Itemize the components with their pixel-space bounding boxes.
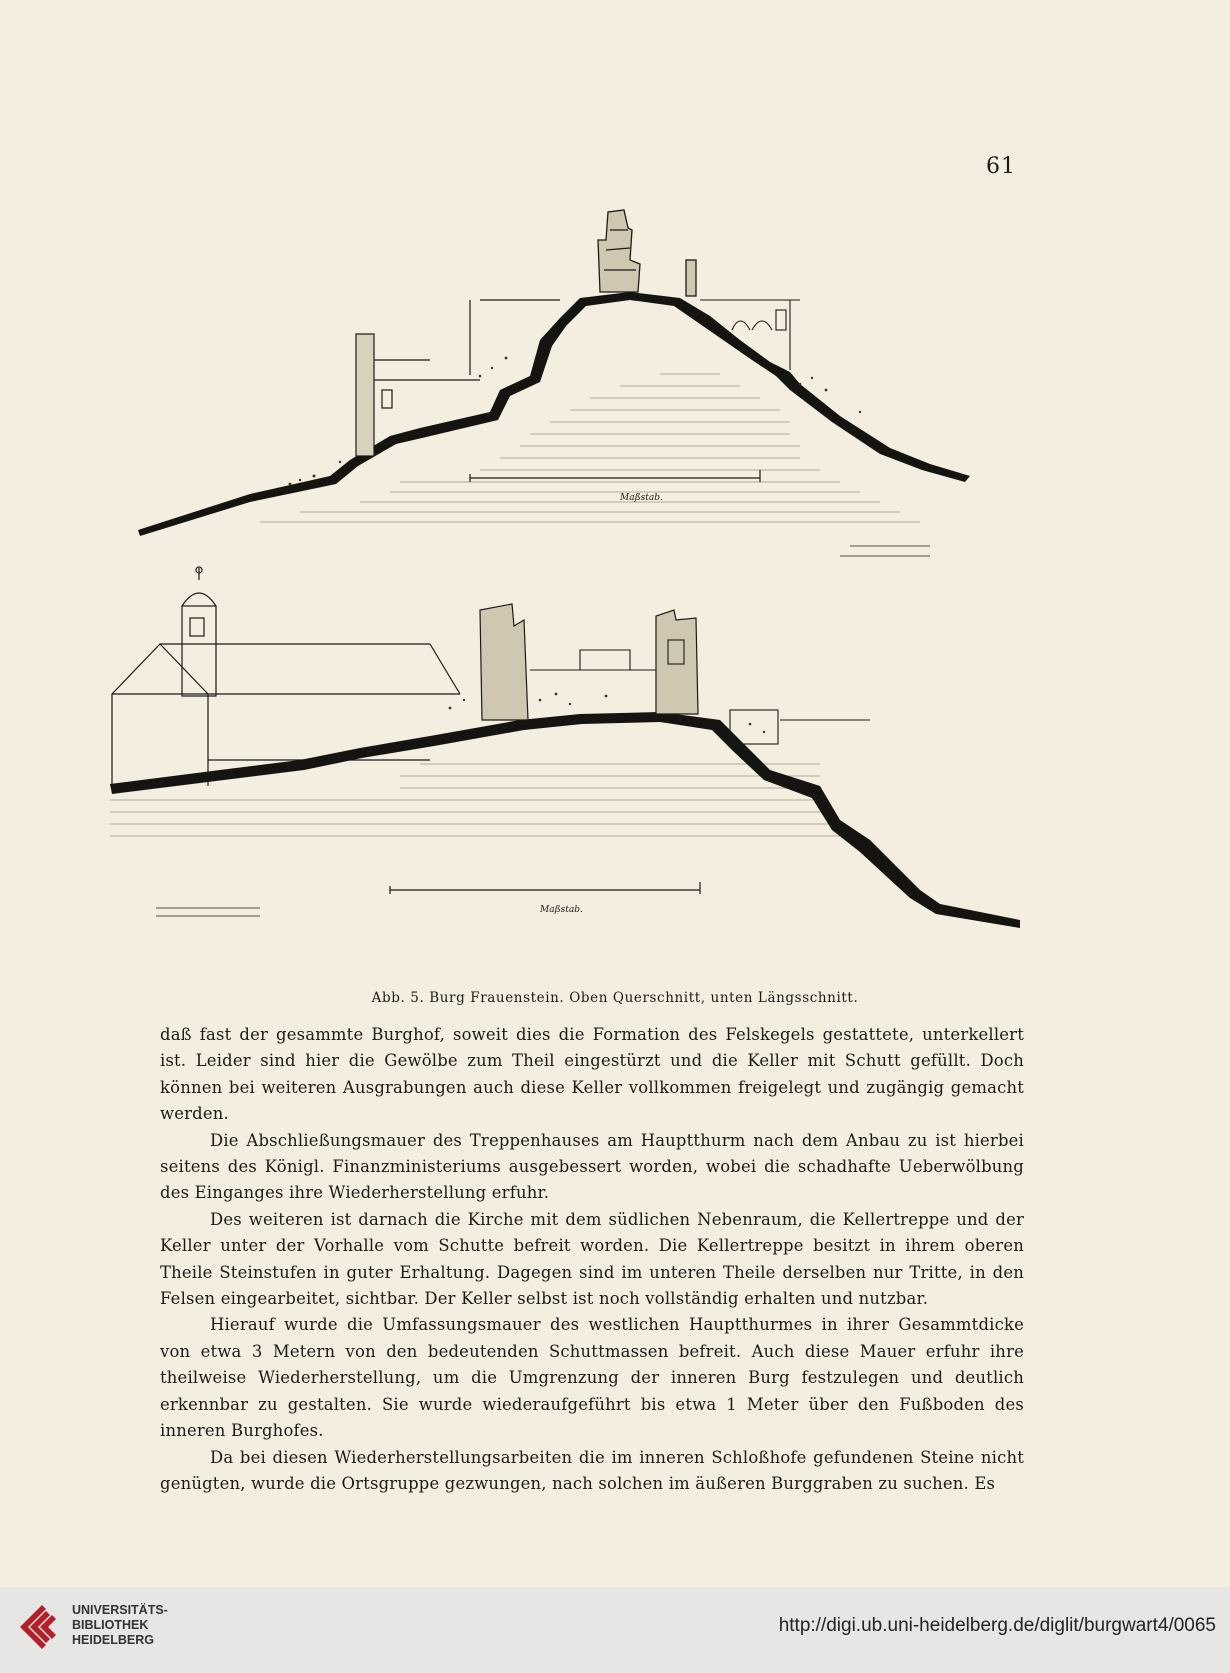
institution-line: HEIDELBERG [72,1633,154,1647]
paragraph: Hierauf wurde die Umfassungsmauer des westlichen Hauptthurmes in ihrer Gesammtdicke von etwa 3 Metern von den bedeutenden Schuttmassen befreit. Auch diese Mauer erfuhr ihre theilweise Wiederherstellung, um die Umgrenzung der inneren Burg festzulegen und deutlich erkennbar zu gestalten. Sie wurde wiederaufgeführt bis etwa 1 Meter über den Fußboden des inneren Burghofes. [160,1315,1024,1441]
longitudinal-section-drawing [110,546,1020,928]
paragraph: Da bei diesen Wiederherstellungsarbeiten die im inneren Schloßhofe gefundenen Steine nicht genügten, wurde die Ortsgruppe gezwungen, nach solchen im äußeren Burggraben zu suchen. Es [160,1447,1024,1493]
castle-section-drawing [100,200,1130,1000]
institution-name [72,1603,168,1648]
footer-bar [0,1587,1230,1673]
paragraph: daß fast der gesammte Burghof, soweit dies die Formation des Felskegels gestattete, unterkellert ist. Leider sind hier die Gewölbe zum Theil eingestürzt und die Keller mit Schutt gefüllt. Doch können bei weiteren Ausgrabungen auch diese Keller vollkommen freigelegt und zugängig gemacht werden. [160,1025,1024,1124]
institution-line: BIBLIOTHEK [72,1618,149,1632]
cross-section-drawing [138,210,970,536]
institution-line: UNIVERSITÄTS- [72,1603,168,1617]
svg-text:Maßstab.: Maßstab. [540,905,583,915]
page-number: 61 [986,154,1016,179]
source-url-link[interactable]: http://digi.ub.uni-heidelberg.de/diglit/burgwart4/0065 [778,1615,1216,1636]
body-text [160,1022,1024,1497]
paragraph: Des weiteren ist darnach die Kirche mit dem südlichen Nebenraum, die Kellertreppe und der Keller unter der Vorhalle vom Schutte befreit worden. Die Kellertreppe besitzt in ihrem oberen Theile Steinstufen in guter Erhaltung. Dagegen sind im unteren Theile derselben nur Tritte, in den Felsen eingearbeitet, sichtbar. Der Keller selbst ist noch vollständig erhalten und nutzbar. [160,1209,1024,1309]
figure-caption: Abb. 5. Burg Frauenstein. Oben Querschnitt, unten Längsschnitt. [371,990,859,1006]
figure-castle-sections [100,200,1130,1000]
svg-text:Maßstab.: Maßstab. [620,493,663,503]
paragraph: Die Abschließungsmauer des Treppenhauses am Hauptthurm nach dem Anbau zu ist hierbei seitens des Königl. Finanzministeriums ausgebessert worden, wobei die schadhafte Ueberwölbung des Einganges ihre Wiederherstellung erfuhr. [160,1130,1024,1203]
ub-heidelberg-logo-icon [16,1597,66,1657]
